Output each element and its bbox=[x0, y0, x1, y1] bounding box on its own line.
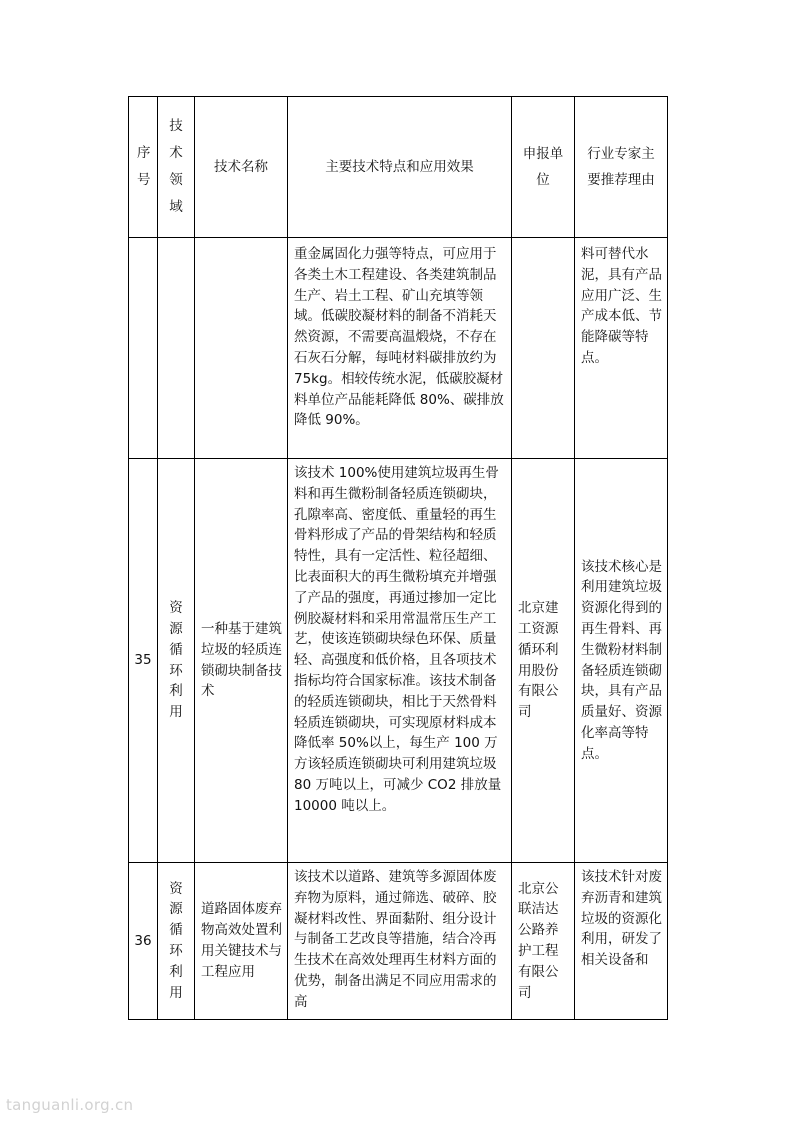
row-features: 该技术以道路、建筑等多源固体废弃物为原料，通过筛选、破碎、胶凝材料改性、界面黏附、组分设计与制备工艺改良等措施，结合冷再生技术在高效处理再生材料方面的优势，制备出满足不同应用需求的高 bbox=[288, 863, 512, 1020]
row-field: 资源循环利用 bbox=[158, 863, 195, 1020]
header-field: 技术领域 bbox=[158, 97, 195, 238]
row-features: 重金属固化力强等特点，可应用于各类土木工程建设、各类建筑制品生产、岩土工程、矿山充填等领域。低碳胶凝材料的制备不消耗天然资源，不需要高温煅烧，不存在石灰石分解，每吨材料碳排放约为 75kg。相较传统水泥，低碳胶凝材料单位产品能耗降低 80%、碳排放降低 90%。 bbox=[288, 238, 512, 459]
row-unit: 北京公联洁达公路养护工程有限公司 bbox=[512, 863, 575, 1020]
header-features: 主要技术特点和应用效果 bbox=[288, 97, 512, 238]
row-reason: 料可替代水泥，具有产品应用广泛、生产成本低、节能降碳等特点。 bbox=[575, 238, 668, 459]
row-seq: 36 bbox=[129, 863, 158, 1020]
row-seq bbox=[129, 238, 158, 459]
header-seq: 序号 bbox=[129, 97, 158, 238]
watermark: tanguanli.org.cn bbox=[6, 1096, 134, 1114]
row-seq: 35 bbox=[129, 459, 158, 863]
technology-table bbox=[128, 96, 668, 1020]
table-row bbox=[129, 238, 668, 459]
header-name: 技术名称 bbox=[195, 97, 288, 238]
row-name bbox=[195, 238, 288, 459]
row-unit bbox=[512, 238, 575, 459]
row-reason: 该技术核心是利用建筑垃圾资源化得到的再生骨料、再生微粉材料制备轻质连锁砌块，具有产品质量好、资源化率高等特点。 bbox=[575, 459, 668, 863]
row-name: 道路固体废弃物高效处置利用关键技术与工程应用 bbox=[195, 863, 288, 1020]
row-unit: 北京建工资源循环利用股份有限公司 bbox=[512, 459, 575, 863]
table-row bbox=[129, 459, 668, 863]
row-reason: 该技术针对废弃沥青和建筑垃圾的资源化利用，研发了相关设备和 bbox=[575, 863, 668, 1020]
row-field: 资源循环利用 bbox=[158, 459, 195, 863]
row-features: 该技术 100%使用建筑垃圾再生骨料和再生微粉制备轻质连锁砌块，孔隙率高、密度低、重量轻的再生骨料形成了产品的骨架结构和轻质特性，具有一定活性、粒径超细、比表面积大的再生微粉填充并增强了产品的强度，再通过掺加一定比例胶凝材料和采用常温常压生产工艺，使该连锁砌块绿色环保、质量轻、高强度和低价格，且各项技术指标均符合国家标准。该技术制备的轻质连锁砌块，相比于天然骨料轻质连锁砌块，可实现原材料成本降低率 50%以上，每生产 100 万方该轻质连锁砌块可利用建筑垃圾 80 万吨以上，可减少 CO2 排放量 10000 吨以上。 bbox=[288, 459, 512, 863]
row-name: 一种基于建筑垃圾的轻质连锁砌块制备技术 bbox=[195, 459, 288, 863]
table-row bbox=[129, 863, 668, 1020]
table-header-row bbox=[129, 97, 668, 238]
header-unit: 申报单位 bbox=[512, 97, 575, 238]
row-field bbox=[158, 238, 195, 459]
header-reason: 行业专家主要推荐理由 bbox=[575, 97, 668, 238]
